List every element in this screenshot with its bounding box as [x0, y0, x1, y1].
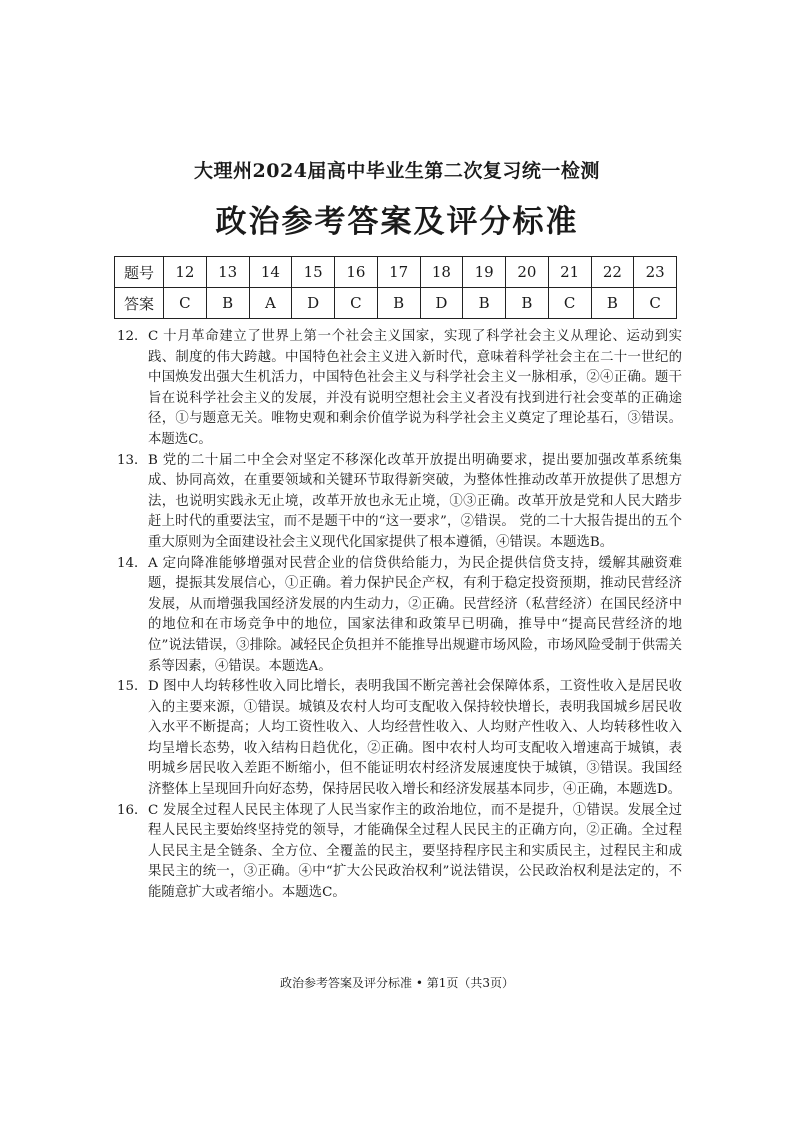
question-number: 18	[420, 257, 463, 288]
answer-row	[115, 288, 677, 319]
explanation-text: C 发展全过程人民民主体现了人民当家作主的政治地位，而不是提升，①错误。发展全过程人民民主要始终坚持党的领导，才能确保全过程人民民主的正确方向，②正确。全过程人民民主是全链条、全方位、全覆盖的民主，要坚持程序民主和实质民主，过程民主和成果民主的统一，③正确。④中“扩大公民政治权利”说法错误，公民政治权利是法定的，不能随意扩大或者缩小。本题选C。	[148, 802, 682, 901]
explanation-item	[117, 801, 682, 904]
exam-title: 大理州2024届高中毕业生第二次复习统一检测	[194, 160, 600, 182]
answer-cell: A	[249, 288, 292, 319]
explanation-item	[117, 554, 682, 678]
answer-cell: B	[206, 288, 249, 319]
question-label: 16．	[117, 802, 148, 818]
answer-cell: C	[164, 288, 207, 319]
question-label: 15．	[117, 679, 148, 695]
question-number: 19	[463, 257, 506, 288]
explanation-item	[117, 677, 682, 801]
answer-cell: C	[548, 288, 591, 319]
answer-cell: B	[591, 288, 634, 319]
question-number: 17	[377, 257, 420, 288]
explanation-text: A 定向降准能够增强对民营企业的信贷供给能力，为民企提供信贷支持，缓解其融资难题，提振其发展信心，①正确。着力保护民企产权，有利于稳定投资预期，推动民营经济发展，从而增强我国经济发展的内生动力，②正确。民营经济（私营经济）在国民经济中的地位和在市场竞争中的地位，国家法律和政策早已明确，推导中“提高民营经济的地位”说法错误，③排除。减轻民企负担并不能推导出规避市场风险，市场风险受制于供需关系等因素，④错误。本题选A。	[148, 555, 682, 674]
question-number: 22	[591, 257, 634, 288]
question-number-row	[115, 257, 677, 288]
question-number: 12	[164, 257, 207, 288]
answer-cell: B	[377, 288, 420, 319]
question-number: 14	[249, 257, 292, 288]
question-label: 14．	[117, 555, 148, 571]
document-title: 政治参考答案及评分标准	[215, 204, 579, 240]
answer-cell: C	[335, 288, 378, 319]
question-number: 15	[292, 257, 335, 288]
question-number: 21	[548, 257, 591, 288]
explanation-text: B 党的二十届二中全会对坚定不移深化改革开放提出明确要求，提出要加强改革系统集成、协同高效，在重要领域和关键环节取得新突破，为整体性推动改革开放提供了思想方法，也说明实践永无止境，改革开放也永无止境，①③正确。改革开放是党和人民大踏步赶上时代的重要法宝，而不是题干中的“这一要求”，②错误。 党的二十大报告提出的五个重大原则为全面建设社会主义现代化国家提供了根本遵循，④错误。本题选B。	[148, 452, 682, 550]
explanation-list	[117, 327, 682, 904]
answer-cell: B	[463, 288, 506, 319]
question-number: 23	[634, 257, 677, 288]
question-number: 20	[506, 257, 549, 288]
question-number: 13	[206, 257, 249, 288]
explanation-text: D 图中人均转移性收入同比增长，表明我国不断完善社会保障体系，工资性收入是居民收入的主要来源，①错误。城镇及农村人均可支配收入保持较快增长，表明我国城乡居民收入水平不断提高；人均工资性收入、人均经营性收入、人均财产性收入、人均转移性收入均呈增长态势，收入结构日趋优化，②正确。图中农村人均可支配收入增速高于城镇，表明城乡居民收入差距不断缩小，但不能证明农村经济发展速度快于城镇，③错误。我国经济整体上呈现回升向好态势，保持居民收入增长和经济发展基本同步，④正确，本题选D。	[148, 679, 682, 798]
row-label-number: 题号	[115, 257, 164, 288]
explanation-item	[117, 451, 682, 554]
answer-cell: D	[292, 288, 335, 319]
answer-cell: D	[420, 288, 463, 319]
question-label: 13．	[117, 452, 148, 468]
answer-cell: B	[506, 288, 549, 319]
page-footer: 政治参考答案及评分标准 • 第1页（共3页）	[280, 976, 514, 990]
explanation-text: C 十月革命建立了世界上第一个社会主义国家，实现了科学社会主义从理论、运动到实践、制度的伟大跨越。中国特色社会主义进入新时代，意味着科学社会主在二十一世纪的中国焕发出强大生机活力，中国特色社会主义与科学社会主义一脉相承，②④正确。题干旨在说科学社会主义的发展，并没有说明空想社会主义者没有找到进行社会变革的正确途径，①与题意无关。唯物史观和剩余价值学说为科学社会主义奠定了理论基石，③错误。本题选C。	[148, 329, 682, 447]
question-label: 12．	[117, 329, 148, 344]
explanation-item	[117, 327, 682, 451]
row-label-answer: 答案	[115, 288, 164, 319]
answer-table	[114, 256, 677, 319]
question-number: 16	[335, 257, 378, 288]
answer-cell: C	[634, 288, 677, 319]
